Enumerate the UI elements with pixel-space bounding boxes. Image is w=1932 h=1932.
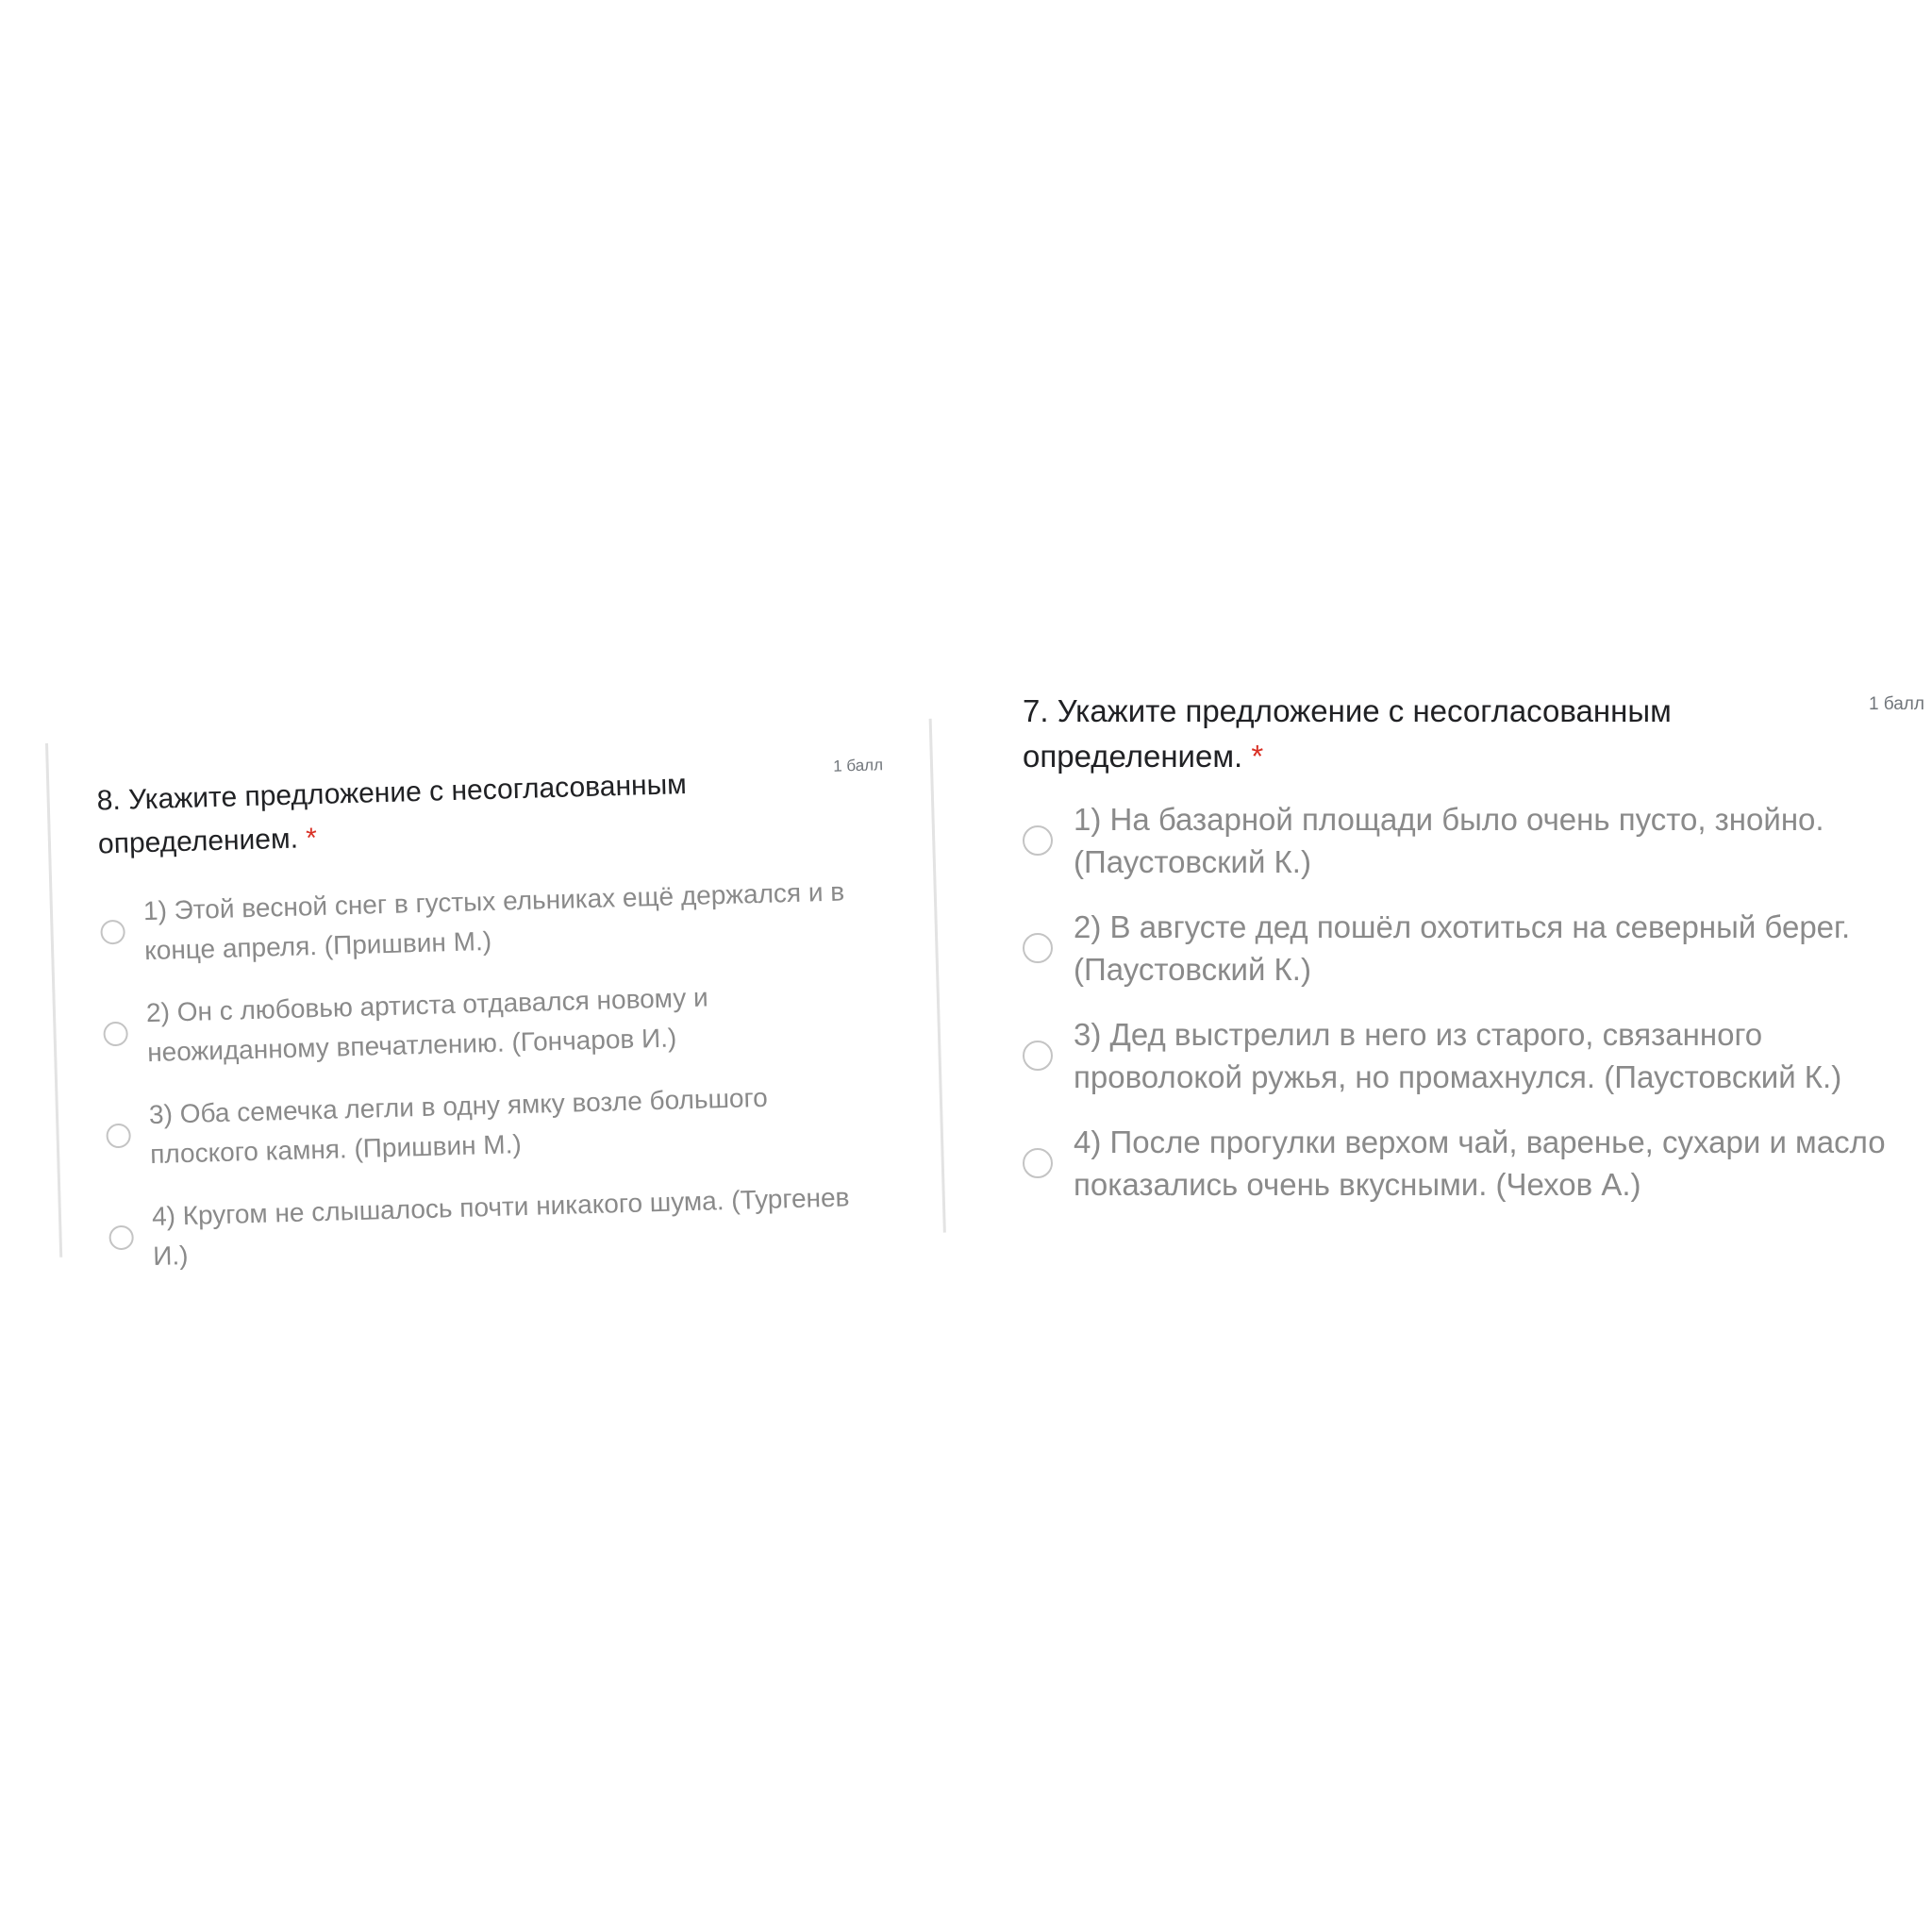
- question-card-8: [45, 719, 946, 1272]
- question-title-text: 7. Укажите предложение с несогласованным определением.: [1023, 693, 1672, 774]
- option-label[interactable]: 2) Он с любовью артиста отдавался новому и неожиданному впечатлению. (Гончаров И.): [145, 982, 709, 1068]
- radio-button[interactable]: [1023, 1041, 1053, 1071]
- radio-option-2[interactable]: [1023, 906, 1919, 991]
- question-title: [96, 761, 758, 867]
- radio-button[interactable]: [1023, 1148, 1053, 1178]
- question-title-text: 8. Укажите предложение с несогласованным определением.: [96, 769, 688, 860]
- radio-option-3[interactable]: [105, 1075, 861, 1175]
- radio-option-4[interactable]: [108, 1177, 864, 1277]
- question-title: [1023, 689, 1853, 779]
- radio-option-1[interactable]: [99, 872, 856, 972]
- radio-button[interactable]: [106, 1124, 131, 1149]
- radio-button[interactable]: [100, 920, 125, 945]
- radio-option-2[interactable]: [102, 974, 858, 1074]
- radio-option-3[interactable]: [1023, 1013, 1919, 1098]
- option-label[interactable]: 1) На базарной площади было очень пусто, знойно. (Паустовский К.): [1074, 802, 1824, 879]
- option-label[interactable]: 1) Этой весной снег в густых ельниках ещё держался и в конце апреля. (Пришвин М.): [142, 876, 845, 966]
- question-card-7: [1000, 679, 1924, 1245]
- radio-button[interactable]: [108, 1225, 134, 1251]
- points-label: 1 балл: [832, 756, 884, 775]
- radio-button[interactable]: [1023, 933, 1053, 963]
- option-label[interactable]: 2) В августе дед пошёл охотиться на северный берег. (Паустовский К.): [1074, 909, 1851, 987]
- points-label: 1 балл: [1868, 694, 1924, 714]
- radio-option-4[interactable]: [1023, 1121, 1919, 1206]
- radio-option-1[interactable]: [1023, 798, 1919, 883]
- options-list: [99, 872, 865, 1300]
- required-asterisk: *: [1251, 739, 1264, 774]
- options-list: [1023, 798, 1919, 1228]
- radio-button[interactable]: [103, 1022, 128, 1047]
- option-label[interactable]: 4) Кругом не слышалось почти никакого шума. (Тургенев И.): [151, 1182, 850, 1272]
- option-label[interactable]: 4) После прогулки верхом чай, варенье, сухари и масло показались очень вкусными. (Чехов А.): [1074, 1124, 1886, 1202]
- radio-button[interactable]: [1023, 825, 1053, 856]
- option-label[interactable]: 3) Оба семечка легли в одну ямку возле большого плоского камня. (Пришвин М.): [148, 1082, 769, 1170]
- option-label[interactable]: 3) Дед выстрелил в него из старого, связанного проволокой ружья, но промахнулся. (Паустовский К.): [1074, 1017, 1842, 1094]
- required-asterisk: *: [305, 823, 318, 855]
